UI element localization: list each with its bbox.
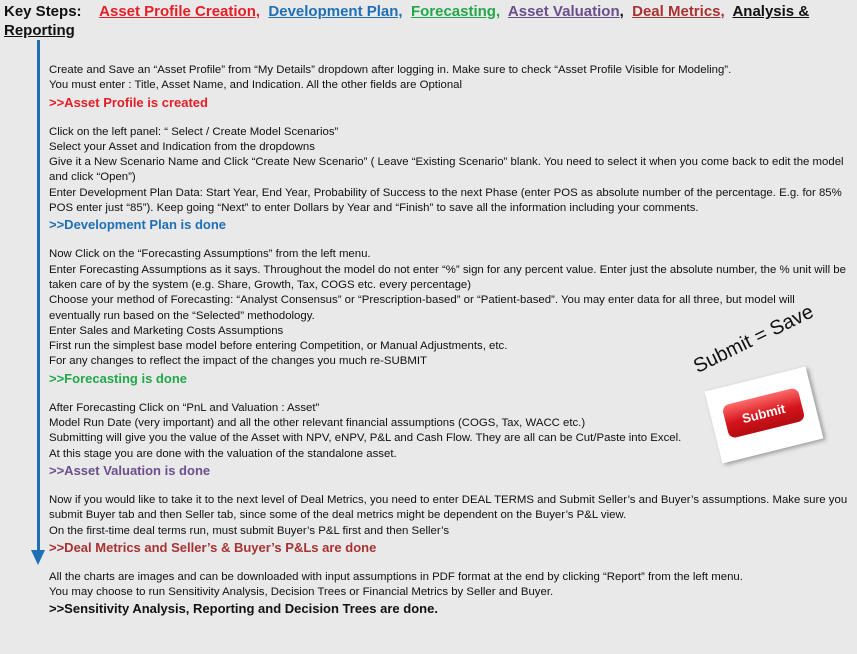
instruction-line: Create and Save an “Asset Profile” from “My Details” dropdown after logging in. Make sure to check “Asset Profile Visible for Modeling”. <box>49 64 732 76</box>
instruction-line: For any changes to reflect the impact of the changes you much re-SUBMIT <box>49 355 427 368</box>
step-deal-metrics: Deal Metrics, <box>632 3 725 20</box>
instruction-line: Now Click on the “Forecasting Assumptions” from the left menu. <box>49 248 371 261</box>
instruction-line: After Forecasting Click on “PnL and Valuation : Asset” <box>49 401 320 414</box>
key-steps-header <box>4 2 854 40</box>
instruction-line: You may choose to run Sensitivity Analysis, Decision Trees or Financial Metrics by Seller and Buyer. <box>49 586 554 599</box>
submit-save-graphic <box>690 300 830 460</box>
section-deal-metrics <box>49 493 849 556</box>
instruction-line: Enter Forecasting Assumptions as it says. Throughout the model do not enter “%” sign for any percent value. Enter just the absolute number, the % unit will be taken care of by the system (e.g. Share, Growth, Tax, COGS etc. every percentage) <box>49 263 846 291</box>
flow-arrow-line <box>37 40 40 550</box>
instruction-line: All the charts are images and can be downloaded with input assumptions in PDF format at the end by clicking “Report” from the left menu. <box>49 570 743 583</box>
instruction-line: Enter Sales and Marketing Costs Assumptions <box>49 324 284 337</box>
instruction-line: On the first-time deal terms run, must submit Buyer’s P&L first and then Seller’s <box>49 524 450 537</box>
instruction-line: At this stage you are done with the valuation of the standalone asset. <box>49 447 397 460</box>
step-asset-valuation: Asset Valuation <box>507 3 620 20</box>
instruction-line: First run the simplest base model before entering Competition, or Manual Adjustments, etc. <box>49 340 508 353</box>
instruction-line: Submitting will give you the value of the Asset with NPV, eNPV, P&L and Cash Flow. They are all can be Cut/Paste into Excel. <box>49 432 682 445</box>
submit-button-image <box>705 367 824 464</box>
status-deal-metrics-done: >>Deal Metrics and Seller’s & Buyer’s P&Ls are done <box>49 539 377 555</box>
step-analysis-reporting: Analysis & Reporting <box>4 3 810 39</box>
status-asset-profile-created: >>Asset Profile is created <box>49 94 208 110</box>
step-asset-profile: Asset Profile Creation, <box>99 3 261 20</box>
status-asset-valuation-done: >>Asset Valuation is done <box>49 462 211 478</box>
instruction-line: Choose your method of Forecasting: “Analyst Consensus” or “Prescription-based” or “Patient-based”. You may enter data for all three, but model will eventually run based on the “Selected” methodology. <box>49 294 795 322</box>
flow-arrow-head-icon <box>31 550 45 565</box>
submit-save-caption: Submit = Save <box>690 300 818 378</box>
instruction-line: Now if you would like to take it to the next level of Deal Metrics, you need to enter DEAL TERMS and Submit Seller’s and Buyer’s assumptions. Make sure you submit Buyer tab and then Seller tab, since some of the deal metrics might be dependent on the Buyer’s P&L view. <box>49 493 848 522</box>
step-forecasting: Forecasting, <box>410 3 501 20</box>
status-development-plan-done: >>Development Plan is done <box>49 217 226 233</box>
key-steps-label: Key Steps: <box>4 3 82 20</box>
instruction-line: Select your Asset and Indication from the dropdowns <box>49 140 315 153</box>
section-reporting <box>49 570 849 618</box>
status-forecasting-done: >>Forecasting is done <box>49 370 187 386</box>
section-development-plan <box>49 125 849 234</box>
instruction-line: Give it a New Scenario Name and Click “Create New Scenario” ( Leave “Existing Scenario” blank. You need to select it when you come back to edit the model and click “Open”) <box>49 156 844 184</box>
instruction-line: You must enter : Title, Asset Name, and Indication. All the other fields are Optional <box>49 79 463 92</box>
instruction-line: Click on the left panel: “ Select / Create Model Scenarios” <box>49 125 339 138</box>
instruction-line: Enter Development Plan Data: Start Year, End Year, Probability of Success to the next Phase (enter POS as absolute number of the percentage. E.g. for 85% POS enter just “85”). Keep going “Next” to enter Dollars by Year and “Finish” to save all the information including your comments. <box>49 186 842 215</box>
status-reporting-done: >>Sensitivity Analysis, Reporting and Decision Trees are done. <box>49 601 438 617</box>
step-development-plan: Development Plan, <box>268 3 403 20</box>
step-separator: , <box>619 3 624 20</box>
submit-button: Submit <box>722 387 806 439</box>
section-asset-profile <box>49 63 849 111</box>
instruction-line: Model Run Date (very important) and all the other relevant financial assumptions (COGS, Tax, WACC etc.) <box>49 417 586 430</box>
